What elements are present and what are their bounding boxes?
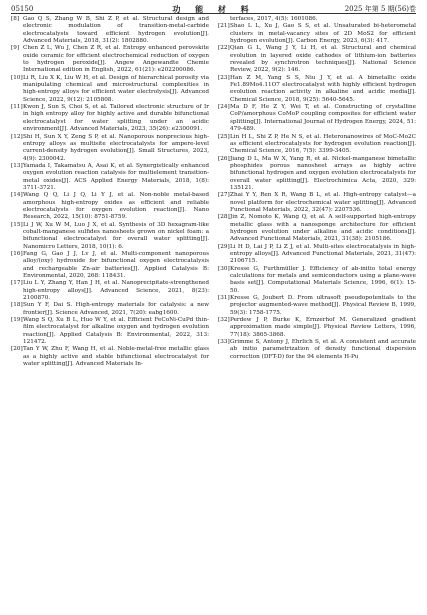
reference-entry [11, 163, 209, 192]
reference-text: Lin H L, Shi Z P, He N S, et al. Heteronanowires of MoC-Mo2C as efficient electrocatalysts for hydrogen evolution reaction[J]. Chemical Science, 2016, 7(5): 3399-3405. [230, 133, 416, 155]
page-number: 05150 [11, 5, 34, 13]
reference-number: [16] [11, 251, 23, 257]
reference-number: [19] [11, 317, 23, 324]
reference-entry [11, 280, 209, 302]
reference-entry [11, 302, 209, 317]
reference-number: [32] [218, 317, 230, 324]
reference-entry [11, 346, 209, 368]
reference-entry [218, 317, 416, 339]
reference-text: Jin Z, Nomoto K, Wang Q, et al. A self-supported high-entropy metallic glass with a nanosponge architecture for efficient hydrogen evolution under alkaline and acidic conditions[J]. Advanced Functional Materials, 2021, 31(38): 2105186. [230, 214, 416, 243]
reference-text: Perdew J P, Burke K, Ernzerhof M. Generalized gradient approximation made simple[J]. Physical Review Letters, 1996, 77(18): 3865-3868. [230, 317, 416, 338]
reference-entry [218, 192, 416, 214]
reference-text: Gao Q S, Zhang W B, Shi Z P, et al. Structural design and electronic modulation of transition-metal-carbide electrocatalysts toward efficient hydrogen evolution[J]. Advanced Materials, 2018, 31(2): 1802880. [23, 16, 209, 45]
reference-number: [12] [11, 133, 23, 140]
running-header [11, 2, 416, 13]
reference-entry [218, 339, 416, 361]
reference-number: [31] [218, 295, 230, 302]
reference-text: terfaces, 2017, 4(5): 1601086. [230, 16, 318, 22]
reference-number: [14] [11, 192, 23, 199]
reference-text: Li J W, Xu W M, Luo J X, et al. Synthesis of 3D hexagram-like cobalt-manganese sulfides nanosheets grown on nickel foam: a bifunctional electrocatalyst for overall water splitting[J]. Nanomicro Letters, 2018, 10(1): 6. [23, 221, 209, 250]
reference-entry [11, 222, 209, 251]
reference-entry [11, 45, 209, 74]
references-body [11, 16, 416, 613]
reference-entry [218, 16, 416, 23]
reference-entry [218, 45, 416, 74]
journal-title: 功 能 材 料 [172, 4, 255, 14]
reference-text: Fang G, Gao J J, Lv J, et al. Multi-component nanoporous alloy/(oxy) hydroxide for bifunctional oxygen electrocatalysis and rechargeable Zn-air batteries[J]. Applied Catalysis B: Environmental, 2020, 268: 118431. [23, 251, 209, 280]
reference-number: [18] [11, 302, 23, 309]
reference-entry [11, 192, 209, 221]
reference-number: [13] [11, 162, 23, 169]
issue-info: 2025 年第 5 期(56)卷 [344, 5, 416, 13]
reference-text: Li H D, Lai J P, Li Z J, et al. Multi-sites electrocatalysis in high-entropy alloys[J]. Advanced Functional Materials, 2021, 31(47): 2106715. [230, 243, 416, 265]
reference-number: [11] [11, 104, 23, 111]
reference-text: Grimme S, Antony J, Ehrlich S, et al. A consistent and accurate ab initio parametrization of density functional dispersion correction (DFT-D) for the 94 elements H-Pu [230, 339, 416, 360]
reference-text: Kwon J, Sun S, Choi S, et al. Tailored electronic structure of Ir in high entropy alloy for highly active and durable bifunctional electrocatalyst for water splitting under an acidic environment[J]. Advanced Materials, 2023, 35(26): e2300091. [23, 104, 209, 133]
reference-number: [26] [218, 155, 230, 162]
right-column [218, 16, 416, 613]
reference-text: Kresse G, Joubert D. From ultrasoft pseudopotentials to the projector augmented-wave method[J]. Physical Review B, 1999, 59(3): 1758-1775. [230, 295, 416, 316]
reference-entry [11, 251, 209, 280]
reference-entry [11, 75, 209, 104]
reference-text: Chen Z L, Wu J, Chen Z R, et al. Entropy enhanced perovskite oxide ceramic for efficient electrochemical reduction of oxygen to hydrogen peroxide[J]. Angew Angewandte Chemie International edition in English, 2022, 61(21): e202200086. [23, 45, 209, 74]
reference-number: [10] [11, 74, 23, 81]
reference-entry [11, 134, 209, 163]
reference-number: [21] [218, 23, 230, 30]
reference-entry [218, 75, 416, 104]
left-column [11, 16, 209, 613]
reference-text: Kresse G, Furthmüller J. Efficiency of ab-initio total energy calculations for metals and semiconductors using a plane-wave basis set[J]. Computational Materials Science, 1996, 6(1): 15-50. [230, 265, 416, 294]
reference-entry [218, 244, 416, 266]
reference-number: [15] [11, 221, 23, 228]
reference-number: [23] [218, 74, 230, 81]
reference-text: Shao L L, Xu J, Gao S S, et al. Unsaturated bi-heterometal clusters in metal-vacancy sites of 2D MoS2 for efficient hydrogen evolution[J]. Carbon Energy, 2023, 6(3): 417. [230, 23, 416, 45]
reference-number: [25] [218, 133, 230, 140]
reference-number: [29] [218, 243, 230, 250]
reference-text: Shi H, Sun X Y, Zeng S P, et al. Nanoporous nonprecious high-entropy alloys as multisite electrocatalysts for ampere-level current-density hydrogen evolution[J]. Small Structures, 2023, 4(9): 2300042. [23, 133, 209, 162]
reference-number: [20] [11, 346, 23, 353]
reference-number: [17] [11, 280, 23, 287]
reference-text: Qian G L, Wang J Y, Li H, et al. Structural and chemical evolution in layered oxide cathodes of lithium-ion batteries revealed by synchrotron techniques[J]. National Science Review, 2022, 9(2): 146. [230, 45, 416, 74]
reference-text: Tan Y W, Zhu F, Wang H, et al. Noble-metal-free metallic glass as a highly active and stable bifunctional electrocatalyst for water splitting[J]. Advanced Materials In- [23, 346, 209, 368]
reference-entry [218, 134, 416, 156]
reference-number: [22] [218, 45, 230, 52]
reference-text: Yamada I, Takamatsu A, Asai K, et al. Synergistically enhanced oxygen evolution reaction catalysis for multielement transition-metal oxides[J]. ACS Applied Energy Materials, 2018, 1(8): 3711-3721. [23, 162, 209, 191]
reference-text: Han Z M, Yang S S, Niu J Y, et al. A bimetallic oxide Fe1.89Mo4.11O7 electrocatalyst with highly efficient hydrogen evolution reaction activity in alkaline and acidic media[J]. Chemical Science, 2018, 9(25): 5640-5645. [230, 74, 416, 103]
reference-number: [30] [218, 265, 230, 272]
reference-entry [218, 23, 416, 45]
reference-text: Wang Q Q, Li J Q, Li Y J, et al. Non-noble metal-based amorphous high-entropy oxides as efficient and reliable electrocatalysts for oxygen evolution reaction[J]. Nano Research, 2022, 15(10): 8751-8759. [23, 192, 209, 221]
reference-entry [218, 214, 416, 243]
reference-number: [24] [218, 104, 230, 111]
reference-text: Sun Y F, Dai S. High-entropy materials for catalysis: a new frontier[J]. Science Advanced, 2021, 7(20): eabg1600. [23, 302, 209, 316]
reference-number: [28] [218, 214, 230, 221]
reference-number: [9] [11, 45, 20, 52]
reference-text: Li R, Liu X K, Liu W H, et al. Design of hierarchical porosity via manipulating chemical and microstructural complexities in high-entropy alloys for efficient water electrolysis[J]. Advanced Science, 2022, 9(12): 2105808. [23, 74, 209, 103]
reference-entry [11, 317, 209, 346]
reference-text: Wang S Q, Xu B L, Huo W Y, et al. Efficient FeCoNi-CuPd thin-film electrocatalyst for alkaline oxygen and hydrogen evolution reaction[J]. Applied Catalysis B: Environmental, 2022, 313: 121472. [23, 317, 209, 346]
reference-entry [218, 156, 416, 193]
reference-text: Liu L Y, Zhang Y, Han J H, et al. Nanoprecipitate-strengthened high-entropy alloys[J]. Advanced Science, 2021, 8(23): 2100870. [23, 280, 209, 302]
reference-entry [218, 266, 416, 295]
reference-text: Jiang D L, Ma W X, Yang R, et al. Nickel-manganese bimetallic phosphides porous nanosheet arrays as highly active bifunctional hydrogen and oxygen evolution electrocatalysts for overall water splitting[J]. Electrochimica Acta, 2020, 329: 135121. [230, 155, 416, 191]
reference-number: [27] [218, 192, 230, 199]
reference-number: [8] [11, 16, 20, 22]
reference-text: Ma D F, He Z Y, Wei T, et al. Constructing of crystalline CoP/amorphous CoMoP coupling composites for efficient water splitting[J]. International Journal of Hydrogen Energy, 2024, 51: 479-489. [230, 104, 416, 133]
reference-number: [33] [218, 339, 230, 346]
reference-entry [11, 104, 209, 133]
header-rule [11, 13, 416, 14]
reference-text: Zhai Y Y, Ren X R, Wang B L, et al. High-entropy catalyst—a novel platform for electrochemical water splitting[J]. Advanced Functional Materials, 2022, 32(47): 2207536. [230, 192, 416, 213]
reference-entry [11, 16, 209, 45]
reference-entry [218, 295, 416, 317]
reference-entry [218, 104, 416, 133]
